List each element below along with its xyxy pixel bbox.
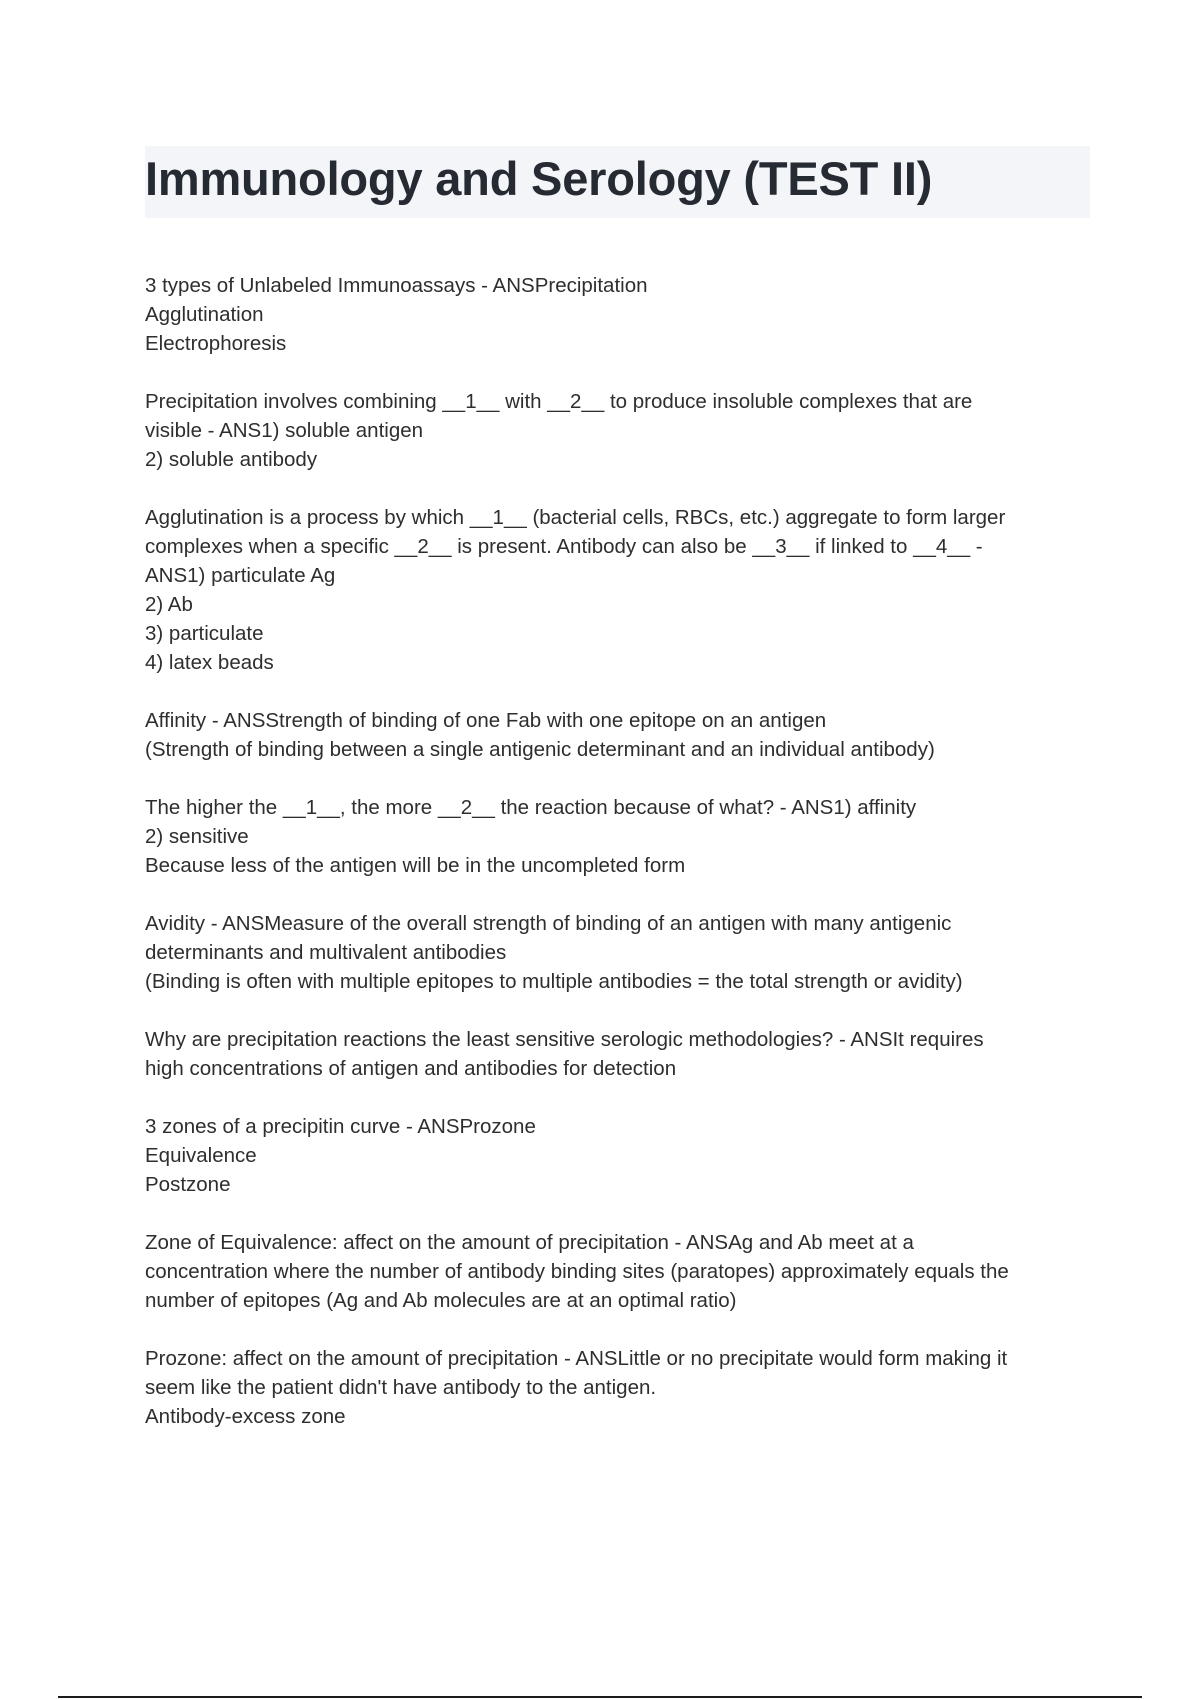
- footer-divider: [58, 1696, 1142, 1698]
- qa-entry-line: high concentrations of antigen and antibodies for detection: [145, 1057, 677, 1080]
- qa-entry: [145, 1344, 1095, 1431]
- qa-entry-line: 2) Ab: [145, 593, 193, 616]
- qa-entry-line: 2) soluble antibody: [145, 448, 318, 471]
- qa-entry-line: Because less of the antigen will be in the uncompleted form: [145, 854, 686, 877]
- qa-entry-line: Prozone: affect on the amount of precipitation - ANSLittle or no precipitate would form making it: [145, 1347, 1008, 1370]
- document-title: Immunology and Serology (TEST II): [145, 152, 933, 205]
- qa-entry-line: Affinity - ANSStrength of binding of one Fab with one epitope on an antigen: [145, 709, 827, 732]
- qa-entry: [145, 387, 1095, 474]
- qa-entry-line: Agglutination is a process by which __1__ (bacterial cells, RBCs, etc.) aggregate to form larger: [145, 506, 1006, 529]
- qa-entry-line: 4) latex beads: [145, 651, 274, 674]
- qa-entry: [145, 793, 1095, 880]
- qa-entry: [145, 503, 1095, 677]
- qa-entry-line: 3) particulate: [145, 622, 264, 645]
- qa-entry-line: (Binding is often with multiple epitopes to multiple antibodies = the total strength or avidity): [145, 970, 963, 993]
- qa-entry-line: ANS1) particulate Ag: [145, 564, 336, 587]
- qa-entry-line: determinants and multivalent antibodies: [145, 941, 507, 964]
- qa-entry-line: The higher the __1__, the more __2__ the reaction because of what? - ANS1) affinity: [145, 796, 917, 819]
- qa-entry-line: visible - ANS1) soluble antigen: [145, 419, 424, 442]
- qa-entry: [145, 1025, 1095, 1083]
- qa-entry-line: Equivalence: [145, 1144, 257, 1167]
- qa-entry: [145, 1112, 1095, 1199]
- qa-entry-line: 2) sensitive: [145, 825, 249, 848]
- qa-entry-line: 3 types of Unlabeled Immunoassays - ANSPrecipitation: [145, 274, 648, 297]
- qa-entry-line: complexes when a specific __2__ is present. Antibody can also be __3__ if linked to __4__ -: [145, 535, 983, 558]
- qa-entry-line: concentration where the number of antibody binding sites (paratopes) approximately equals the: [145, 1260, 1009, 1283]
- qa-entry-line: Precipitation involves combining __1__ with __2__ to produce insoluble complexes that are: [145, 390, 973, 413]
- qa-entry-line: Electrophoresis: [145, 332, 287, 355]
- qa-entry-line: Why are precipitation reactions the least sensitive serologic methodologies? - ANSIt requires: [145, 1028, 984, 1051]
- qa-entry-line: number of epitopes (Ag and Ab molecules are at an optimal ratio): [145, 1289, 737, 1312]
- qa-entry: [145, 909, 1095, 996]
- qa-entry-line: 3 zones of a precipitin curve - ANSProzone: [145, 1115, 536, 1138]
- qa-entry-line: Zone of Equivalence: affect on the amount of precipitation - ANSAg and Ab meet at a: [145, 1231, 914, 1254]
- qa-entry-line: (Strength of binding between a single antigenic determinant and an individual antibody): [145, 738, 935, 761]
- qa-entry-line: seem like the patient didn't have antibody to the antigen.: [145, 1376, 657, 1399]
- qa-entry: [145, 706, 1095, 764]
- qa-entry-line: Postzone: [145, 1173, 231, 1196]
- title-banner: [145, 146, 1090, 218]
- qa-entry-line: Agglutination: [145, 303, 264, 326]
- document-body: [145, 271, 1095, 1460]
- qa-entry: [145, 1228, 1095, 1315]
- qa-entry-line: Avidity - ANSMeasure of the overall strength of binding of an antigen with many antigenic: [145, 912, 952, 935]
- qa-entry-line: Antibody-excess zone: [145, 1405, 346, 1428]
- qa-entry: [145, 271, 1095, 358]
